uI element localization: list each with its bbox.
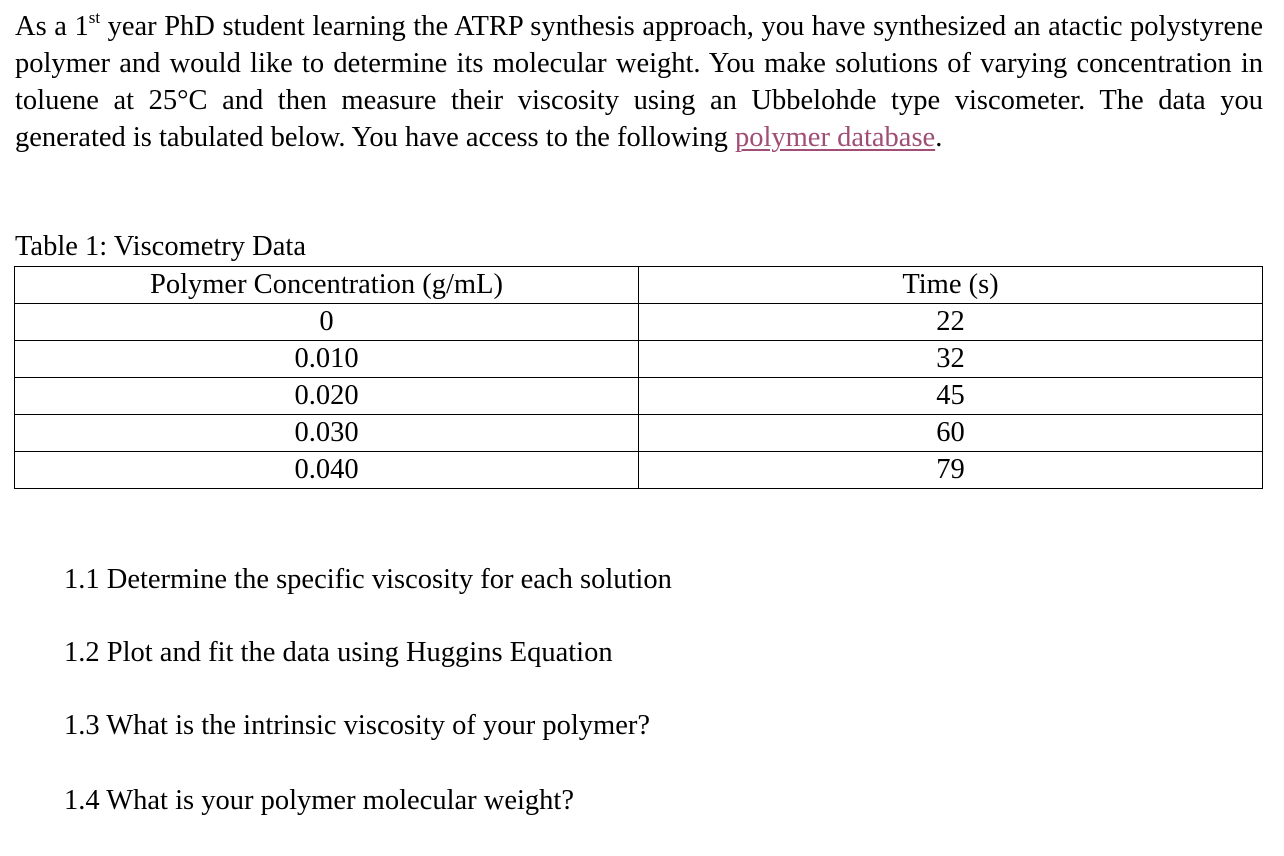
question-1-2: 1.2 Plot and fit the data using Huggins Equation — [64, 637, 613, 668]
concentration-cell: 0.010 — [15, 341, 639, 378]
polymer-database-link[interactable]: polymer database — [734, 122, 936, 153]
table-row — [15, 452, 1263, 489]
intro-text-start: As a 1 — [15, 11, 89, 42]
viscometry-data-table — [14, 266, 1263, 489]
concentration-cell: 0.030 — [15, 415, 639, 452]
time-cell: 45 — [639, 378, 1263, 415]
question-1-1: 1.1 Determine the specific viscosity for each solution — [64, 564, 672, 595]
intro-text-body: year PhD student learning the ATRP synthesis approach, you have synthesized an atactic polystyrene polymer and would like to determine its molecular weight. You make solutions of varying concentration in toluene at 25°C and then measure their viscosity using an Ubbelohde type viscometer. The data you generated is tabulated below. You have access to the following — [15, 11, 1263, 153]
header-time: Time (s) — [639, 267, 1263, 304]
table-row — [15, 304, 1263, 341]
table-row — [15, 378, 1263, 415]
table-row — [15, 415, 1263, 452]
intro-text-end: . — [935, 122, 943, 153]
table-row — [15, 341, 1263, 378]
question-1-4: 1.4 What is your polymer molecular weight? — [64, 785, 574, 816]
time-cell: 79 — [639, 452, 1263, 489]
concentration-cell: 0.020 — [15, 378, 639, 415]
time-cell: 60 — [639, 415, 1263, 452]
time-cell: 32 — [639, 341, 1263, 378]
ordinal-suffix: st — [88, 8, 101, 27]
question-1-3: 1.3 What is the intrinsic viscosity of your polymer? — [64, 710, 651, 741]
problem-intro — [15, 8, 1263, 156]
header-concentration: Polymer Concentration (g/mL) — [15, 267, 639, 304]
table-header-row — [15, 267, 1263, 304]
concentration-cell: 0.040 — [15, 452, 639, 489]
time-cell: 22 — [639, 304, 1263, 341]
table-caption: Table 1: Viscometry Data — [15, 231, 306, 262]
concentration-cell: 0 — [15, 304, 639, 341]
